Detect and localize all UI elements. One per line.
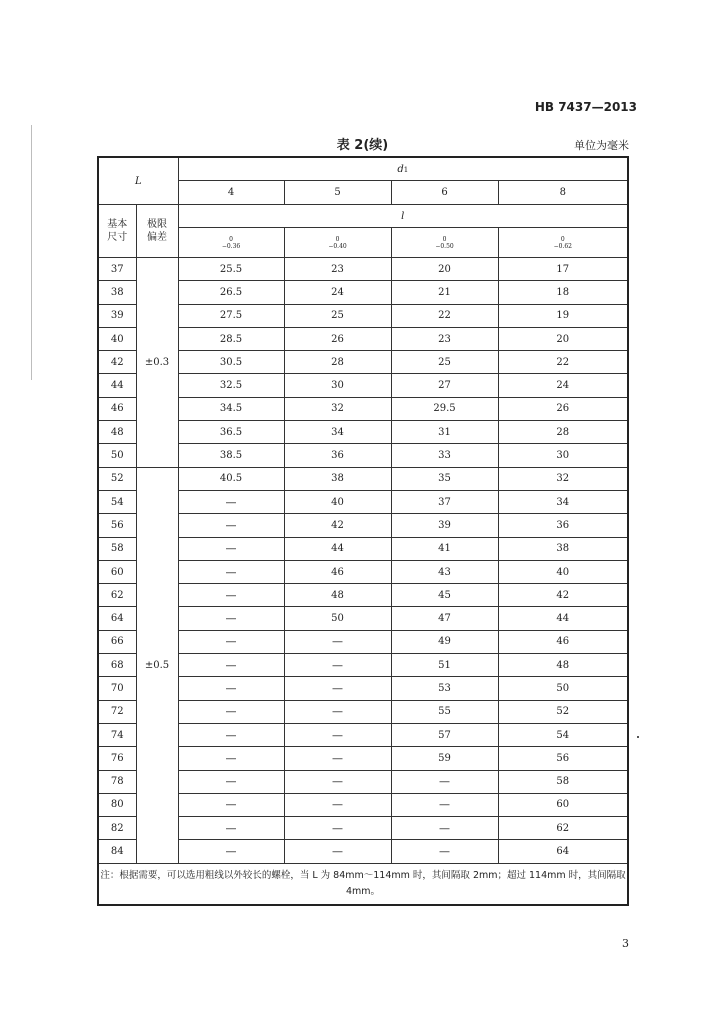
table-row xyxy=(98,584,628,607)
table-row xyxy=(98,747,628,770)
l-value-cell: 56 xyxy=(498,747,628,770)
basic-size-cell: 42 xyxy=(98,351,136,374)
limit-deviation-cell: ±0.3 xyxy=(136,258,178,468)
l-value-cell: 53 xyxy=(391,677,498,700)
l-value-cell: — xyxy=(178,514,284,537)
l-value-cell: — xyxy=(178,793,284,816)
l-value-cell: 21 xyxy=(391,281,498,304)
l-value-cell: — xyxy=(284,654,391,677)
l-value-cell: 29.5 xyxy=(391,397,498,420)
l-value-cell: 23 xyxy=(284,258,391,281)
l-value-cell: — xyxy=(178,607,284,630)
l-value-cell: — xyxy=(284,793,391,816)
table-row xyxy=(98,258,628,281)
l-value-cell: 25.5 xyxy=(178,258,284,281)
l-value-cell: 30.5 xyxy=(178,351,284,374)
l-value-cell: 40.5 xyxy=(178,467,284,490)
l-value-cell: 48 xyxy=(284,584,391,607)
l-value-cell: 22 xyxy=(498,351,628,374)
table-row xyxy=(98,327,628,350)
basic-size-cell: 68 xyxy=(98,654,136,677)
d1-value: 4 xyxy=(178,181,284,205)
table-row xyxy=(98,793,628,816)
tolerance-cell: 0 −0.40 xyxy=(284,228,391,258)
table-row xyxy=(98,607,628,630)
basic-size-cell: 70 xyxy=(98,677,136,700)
l-value-cell: 50 xyxy=(284,607,391,630)
l-value-cell: — xyxy=(391,793,498,816)
l-value-cell: 39 xyxy=(391,514,498,537)
l-value-cell: — xyxy=(178,630,284,653)
l-value-cell: 54 xyxy=(498,723,628,746)
l-value-cell: 30 xyxy=(498,444,628,467)
table-row xyxy=(98,677,628,700)
basic-size-cell: 46 xyxy=(98,397,136,420)
l-value-cell: 59 xyxy=(391,747,498,770)
tolerance-cell: 0 −0.36 xyxy=(178,228,284,258)
l-value-cell: — xyxy=(178,747,284,770)
l-value-cell: — xyxy=(391,840,498,863)
l-value-cell: 51 xyxy=(391,654,498,677)
scan-margin-line xyxy=(31,125,32,380)
l-value-cell: 25 xyxy=(391,351,498,374)
l-value-cell: 26 xyxy=(284,327,391,350)
d1-value: 8 xyxy=(498,181,628,205)
basic-size-cell: 40 xyxy=(98,327,136,350)
l-value-cell: — xyxy=(178,654,284,677)
table-row xyxy=(98,560,628,583)
tolerance-cell: 0 −0.62 xyxy=(498,228,628,258)
basic-size-cell: 38 xyxy=(98,281,136,304)
l-value-cell: — xyxy=(178,490,284,513)
scan-speck xyxy=(637,736,639,738)
l-value-cell: 38.5 xyxy=(178,444,284,467)
l-value-cell: — xyxy=(178,677,284,700)
basic-size-cell: 58 xyxy=(98,537,136,560)
l-value-cell: 20 xyxy=(498,327,628,350)
l-value-cell: 34 xyxy=(284,421,391,444)
table-row xyxy=(98,304,628,327)
l-value-cell: 27.5 xyxy=(178,304,284,327)
l-value-cell: 57 xyxy=(391,723,498,746)
l-value-cell: 24 xyxy=(498,374,628,397)
l-value-cell: 41 xyxy=(391,537,498,560)
l-value-cell: 32.5 xyxy=(178,374,284,397)
l-value-cell: 58 xyxy=(498,770,628,793)
table-row xyxy=(98,723,628,746)
table-row xyxy=(98,770,628,793)
l-value-cell: 52 xyxy=(498,700,628,723)
l-value-cell: — xyxy=(284,677,391,700)
l-value-cell: 34.5 xyxy=(178,397,284,420)
l-value-cell: 64 xyxy=(498,840,628,863)
l-value-cell: 48 xyxy=(498,654,628,677)
l-value-cell: 55 xyxy=(391,700,498,723)
l-value-cell: 18 xyxy=(498,281,628,304)
basic-size-cell: 50 xyxy=(98,444,136,467)
l-value-cell: 40 xyxy=(498,560,628,583)
table-row xyxy=(98,374,628,397)
basic-size-cell: 82 xyxy=(98,817,136,840)
limit-deviation-cell: ±0.5 xyxy=(136,467,178,863)
l-value-cell: 22 xyxy=(391,304,498,327)
l-value-cell: — xyxy=(391,770,498,793)
l-value-cell: 36.5 xyxy=(178,421,284,444)
tolerance-cell: 0 −0.50 xyxy=(391,228,498,258)
l-value-cell: 62 xyxy=(498,817,628,840)
basic-size-cell: 74 xyxy=(98,723,136,746)
table-row xyxy=(98,397,628,420)
l-value-cell: 60 xyxy=(498,793,628,816)
l-value-cell: — xyxy=(178,770,284,793)
l-value-cell: 44 xyxy=(284,537,391,560)
basic-size-cell: 48 xyxy=(98,421,136,444)
l-value-cell: 23 xyxy=(391,327,498,350)
table-row xyxy=(98,840,628,863)
l-value-cell: 24 xyxy=(284,281,391,304)
l-value-cell: 50 xyxy=(498,677,628,700)
table-row xyxy=(98,654,628,677)
l-value-cell: 34 xyxy=(498,490,628,513)
l-value-cell: 20 xyxy=(391,258,498,281)
l-value-cell: 40 xyxy=(284,490,391,513)
basic-size-cell: 52 xyxy=(98,467,136,490)
basic-size-cell: 76 xyxy=(98,747,136,770)
basic-size-cell: 64 xyxy=(98,607,136,630)
l-value-cell: 26.5 xyxy=(178,281,284,304)
l-value-cell: 43 xyxy=(391,560,498,583)
table-row xyxy=(98,537,628,560)
l-value-cell: — xyxy=(178,723,284,746)
l-value-cell: 45 xyxy=(391,584,498,607)
page-number: 3 xyxy=(622,937,629,950)
l-value-cell: — xyxy=(178,840,284,863)
l-value-cell: 28 xyxy=(284,351,391,374)
l-value-cell: 46 xyxy=(284,560,391,583)
l-value-cell: 47 xyxy=(391,607,498,630)
header-basic-size: 基本 尺寸 xyxy=(98,205,136,258)
l-value-cell: 49 xyxy=(391,630,498,653)
basic-size-cell: 54 xyxy=(98,490,136,513)
table-row xyxy=(98,444,628,467)
l-value-cell: — xyxy=(284,723,391,746)
header-L: L xyxy=(98,157,178,205)
l-value-cell: — xyxy=(284,700,391,723)
l-value-cell: — xyxy=(284,630,391,653)
basic-size-cell: 56 xyxy=(98,514,136,537)
l-value-cell: 44 xyxy=(498,607,628,630)
d1-value: 6 xyxy=(391,181,498,205)
l-value-cell: 42 xyxy=(284,514,391,537)
table-row xyxy=(98,490,628,513)
l-value-cell: 36 xyxy=(284,444,391,467)
l-value-cell: 31 xyxy=(391,421,498,444)
l-value-cell: — xyxy=(178,700,284,723)
l-value-cell: 32 xyxy=(498,467,628,490)
l-value-cell: 19 xyxy=(498,304,628,327)
basic-size-cell: 62 xyxy=(98,584,136,607)
table-note: 注：根据需要，可以选用粗线以外较长的螺栓，当 L 为 84mm～114mm 时，其间隔取 2mm；超过 114mm 时，其间隔取 4mm。 xyxy=(98,863,628,905)
basic-size-cell: 66 xyxy=(98,630,136,653)
basic-size-cell: 44 xyxy=(98,374,136,397)
table-row xyxy=(98,700,628,723)
l-value-cell: 38 xyxy=(498,537,628,560)
basic-size-cell: 37 xyxy=(98,258,136,281)
header-l: l xyxy=(178,205,628,228)
l-value-cell: — xyxy=(178,817,284,840)
l-value-cell: 28 xyxy=(498,421,628,444)
l-value-cell: 17 xyxy=(498,258,628,281)
l-value-cell: — xyxy=(178,584,284,607)
l-value-cell: 27 xyxy=(391,374,498,397)
l-value-cell: 35 xyxy=(391,467,498,490)
unit-label: 单位为毫米 xyxy=(574,139,629,152)
header-d1: d1 xyxy=(178,157,628,181)
l-value-cell: 38 xyxy=(284,467,391,490)
l-value-cell: — xyxy=(178,560,284,583)
l-value-cell: — xyxy=(284,747,391,770)
table-row xyxy=(98,467,628,490)
l-value-cell: 42 xyxy=(498,584,628,607)
d1-value: 5 xyxy=(284,181,391,205)
table-title: 表 2(续) xyxy=(336,138,389,153)
table-row xyxy=(98,630,628,653)
l-value-cell: 36 xyxy=(498,514,628,537)
table-row xyxy=(98,514,628,537)
l-value-cell: 28.5 xyxy=(178,327,284,350)
l-value-cell: — xyxy=(284,770,391,793)
table-row xyxy=(98,421,628,444)
l-value-cell: 32 xyxy=(284,397,391,420)
basic-size-cell: 84 xyxy=(98,840,136,863)
table-row xyxy=(98,817,628,840)
table-row xyxy=(98,281,628,304)
basic-size-cell: 78 xyxy=(98,770,136,793)
l-value-cell: — xyxy=(178,537,284,560)
table-row xyxy=(98,351,628,374)
l-value-cell: — xyxy=(284,840,391,863)
l-value-cell: 30 xyxy=(284,374,391,397)
basic-size-cell: 60 xyxy=(98,560,136,583)
basic-size-cell: 80 xyxy=(98,793,136,816)
l-value-cell: — xyxy=(284,817,391,840)
l-value-cell: 33 xyxy=(391,444,498,467)
l-value-cell: 26 xyxy=(498,397,628,420)
dimension-table xyxy=(97,156,629,906)
document-code: HB 7437—2013 xyxy=(534,100,637,114)
l-value-cell: 25 xyxy=(284,304,391,327)
header-limit-deviation: 极限 偏差 xyxy=(136,205,178,258)
l-value-cell: — xyxy=(391,817,498,840)
basic-size-cell: 72 xyxy=(98,700,136,723)
l-value-cell: 46 xyxy=(498,630,628,653)
l-value-cell: 37 xyxy=(391,490,498,513)
basic-size-cell: 39 xyxy=(98,304,136,327)
